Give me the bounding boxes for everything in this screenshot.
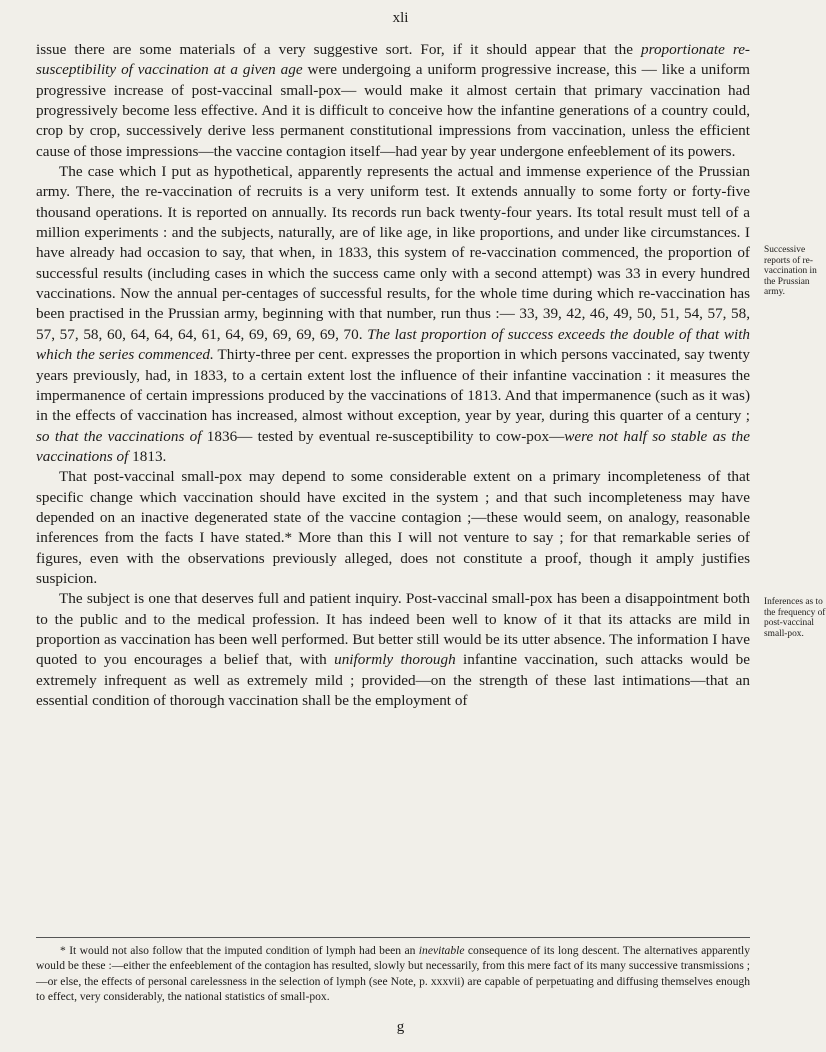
text-run: * It would not also follow that the imputed condition of lymph had been an: [60, 944, 419, 957]
paragraph-3: That post-vaccinal small-pox may depend to some considerable extent on a primary incompleteness of that specific change which vaccination should have excited in the system ; and that such incompleteness may have depended on an inactive degenerated state of the vaccine contagion ;—these would seem, on analogy, reasonable inferences from the facts I have stated.* More than this I will not venture to say ; for that remarkable series of figures, even with the observations previously alleged, does not constitute a proof, though it amply justifies suspicion.: [36, 468, 750, 587]
text-run: Thirty-three per cent. expresses the proportion in which persons vaccinated, say twenty years previously, had, in 1833, to a certain extent lost the influence of their infantine vaccination : it measures the impermanence of certain impressions produced by the vaccinations of 1813. And that impermanence (such as it was) in the effects of vaccination has increased, almost without exception, year by year, during this quarter of a century ;: [36, 346, 750, 425]
emphasis: proportionate re-susceptibility of vaccination at a given age: [36, 41, 750, 79]
text-run: consequence of its long descent. The alternatives apparently would be these :—either the enfeeblement of the contagion has resulted, slowly but necessarily, from this mere fact of its many successive transmissions ;—or else, the effects of personal carelessness in the selection of lymph (see Note, p. xxxvii) are capable of perpetuating and diffusing themselves enough to effect, very considerably, the national statistics of small-pox.: [36, 944, 750, 1004]
emphasis: The last proportion of success exceeds the double of that with which the series commenced.: [36, 325, 751, 364]
paragraph-4: [36, 589, 750, 711]
text-run: were undergoing a uniform progressive increase, this — like a uniform progressive increase of post-vaccinal small-pox— would make it almost certain that primary vaccination had progressively become less effective. And it is difficult to conceive how the infantine generations of a country could, crop by crop, successively derive less permanent constitutional impressions from vaccination, unless the efficient cause of those impressions—the vaccine contagion itself—had year by year undergone enfeeblement of its powers.: [36, 61, 750, 160]
paragraph-1: [36, 40, 750, 162]
signature-mark: g: [396, 1019, 405, 1035]
emphasis: inevitable: [418, 944, 465, 957]
text-run: 1836— tested by eventual re-susceptibility to cow-pox—: [201, 427, 565, 445]
footnote-divider: [36, 937, 750, 938]
sidenote-inferences: Inferences as to the frequency of post-vaccinal small-pox.: [764, 597, 826, 639]
emphasis: so that the vaccinations of: [36, 427, 202, 445]
text-run: The subject is one that deserves full and patient inquiry. Post-vaccinal small-pox has been a disappointment both to the public and to the medical profession. It has indeed been well to know of it that its attacks are mild in proportion as vaccination has been well performed. But better still would be its utter absence. The information I have quoted to you encourages a belief that, with: [36, 590, 750, 669]
text-run: The case which I put as hypothetical, apparently represents the actual and immense experience of the Prussian army. There, the re-vaccination of recruits is a very uniform test. It extends annually to some forty or forty-five thousand operations. It is reported on annually. Its records run back twenty-four years. Its total result must tell of a million experiments : and the subjects, naturally, are of like age, in like proportions, and under like circumstances. I have already had occasion to say, that when, in 1833, this system of re-vaccination commenced, the proportion of successful results (including cases in which the success came only with a second attempt) was 33 in every hundred vaccinations. Now the annual per-centages of successful results, for the whole time during which re-vaccination has been practised in the Prussian army, beginning with that number, run thus :— 33, 39, 42, 46, 49, 50, 51, 54, 57, 58, 57, 57, 58, 60, 64, 64, 64, 61, 64, 69, 69, 69, 69, 70.: [36, 163, 750, 343]
emphasis: uniformly thorough: [334, 651, 456, 669]
text-run: 1813.: [128, 447, 167, 465]
text-run: issue there are some materials of a very suggestive sort. For, if it should appear that the: [36, 41, 641, 58]
main-text: [36, 40, 750, 711]
text-run: infantine vaccination, such attacks would be extremely infrequent as well as extremely mild ; provided—on the strength of these last intimations—that an essential condition of thorough vaccination shall be the employment of: [36, 651, 750, 709]
page-number: xli: [392, 10, 409, 26]
paragraph-2: [36, 162, 750, 467]
sidenote-prussian-army: Successive reports of re-vaccination in the Prussian army.: [764, 245, 817, 298]
footnote: [36, 943, 750, 1005]
emphasis: were not half so stable as the vaccinations of: [36, 427, 750, 465]
